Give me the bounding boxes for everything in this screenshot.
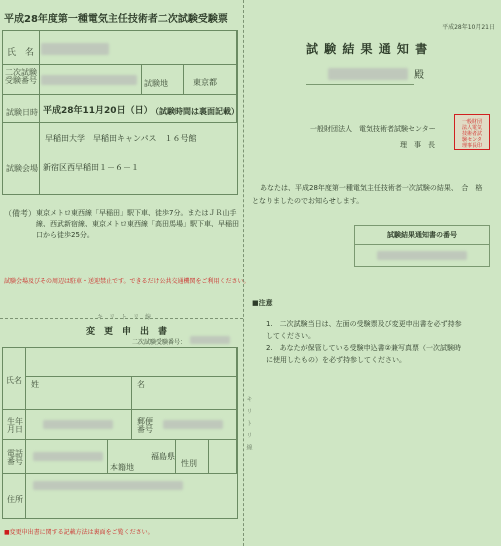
ticket-title: 平成28年度第一種電気主任技術者二次試験受験票 bbox=[4, 14, 228, 25]
transport-note: 試験会場及びその周辺は駐車・送迎禁止です。できるだけ公共交通機関をご利用ください。 bbox=[4, 278, 250, 285]
change-exam-no-redacted bbox=[190, 336, 230, 344]
notice-number-redacted bbox=[377, 251, 467, 260]
birth-redacted bbox=[43, 420, 113, 429]
domicile-label: 本籍地 bbox=[110, 463, 134, 472]
fold-line-label: キ リ ト リ 線 bbox=[245, 396, 252, 450]
remarks-label: （備考） bbox=[4, 209, 36, 218]
recipient-redacted bbox=[328, 68, 408, 80]
venue-value: 東京都 bbox=[193, 78, 217, 87]
ticket-table bbox=[2, 30, 238, 195]
name-label: 氏 名 bbox=[7, 48, 35, 58]
change-form-title: 変 更 申 出 書 bbox=[86, 327, 168, 337]
phone-redacted bbox=[33, 452, 103, 461]
result-notice-panel bbox=[248, 0, 501, 546]
domicile-value: 福島県 bbox=[151, 452, 175, 461]
address-redacted bbox=[33, 481, 183, 490]
org-name: 一般財団法人 電気技術者試験センター bbox=[310, 125, 436, 133]
notice-title: 試 験 結 果 通 知 書 bbox=[306, 42, 429, 56]
name-row-label: 氏名 bbox=[6, 376, 22, 385]
footer-note: ■変更申出書に関する記載方法は裏面をご覧ください。 bbox=[4, 529, 154, 536]
cut-line-label: キ リ ト リ 線 bbox=[94, 312, 154, 321]
hall-name: 早稲田大学 早稲田キャンパス １６号館 bbox=[45, 134, 197, 143]
exam-no-label: 二次試験 受験番号 bbox=[5, 68, 37, 85]
gender-label: 性別 bbox=[181, 459, 197, 468]
notice-date: 平成28年10月21日 bbox=[442, 24, 495, 31]
caution-item-1: 1. 二次試験当日は、左面の受験票及び変更申出書を必ず持参してください。 bbox=[266, 320, 462, 340]
birth-label: 生年 月日 bbox=[7, 417, 23, 434]
name-redacted bbox=[41, 43, 109, 55]
postal-redacted bbox=[163, 420, 223, 429]
date-label: 試験日時 bbox=[6, 108, 38, 117]
vertical-perforation bbox=[243, 0, 244, 546]
time-note: （試験時間は裏面記載） bbox=[151, 107, 239, 116]
org-title: 理 事 長 bbox=[400, 141, 435, 149]
notice-number-label: 試験結果通知書の番号 bbox=[355, 226, 489, 245]
official-seal: 一般財団 法人電気 技術者試 験センタ 理事長印 bbox=[454, 114, 490, 150]
exam-date: 平成28年11月20日（日） bbox=[43, 106, 153, 116]
family-name-label: 姓 bbox=[31, 380, 39, 389]
address-label: 住所 bbox=[7, 495, 23, 504]
given-name-label: 名 bbox=[137, 380, 145, 389]
honorific: 殿 bbox=[414, 70, 424, 81]
venue-label: 試験地 bbox=[144, 79, 168, 88]
postal-label: 郵便 番号 bbox=[137, 417, 153, 434]
admission-ticket-panel bbox=[0, 0, 250, 546]
exam-no-redacted bbox=[41, 75, 137, 85]
change-exam-no-label: 二次試験受験番号： bbox=[132, 339, 187, 346]
phone-label: 電話 番号 bbox=[7, 449, 23, 466]
hall-label: 試験会場 bbox=[6, 164, 38, 173]
hall-address: 新宿区西早稲田１－６－１ bbox=[43, 163, 139, 172]
remarks-text: 東京メトロ東西線「早稲田」駅下車、徒歩7分。またはＪＲ山手線、西武新宿線、東京メトロ東西線「高田馬場」駅下車、早稲田口から徒歩25分。 bbox=[36, 209, 239, 239]
notice-number-box bbox=[354, 225, 490, 267]
change-form-table bbox=[2, 347, 238, 519]
caution-title: ■注意 bbox=[252, 299, 273, 307]
caution-item-2: 2. あなたが保管している受験申込書②兼写真票（一次試験時に使用したもの）を必ず持参してください。 bbox=[266, 344, 461, 364]
horizontal-perforation bbox=[0, 318, 243, 319]
result-message: あなたは、平成28年度第一種電気主任技術者一次試験の結果、 合 格 となりましたのでお知らせします。 bbox=[252, 184, 490, 205]
